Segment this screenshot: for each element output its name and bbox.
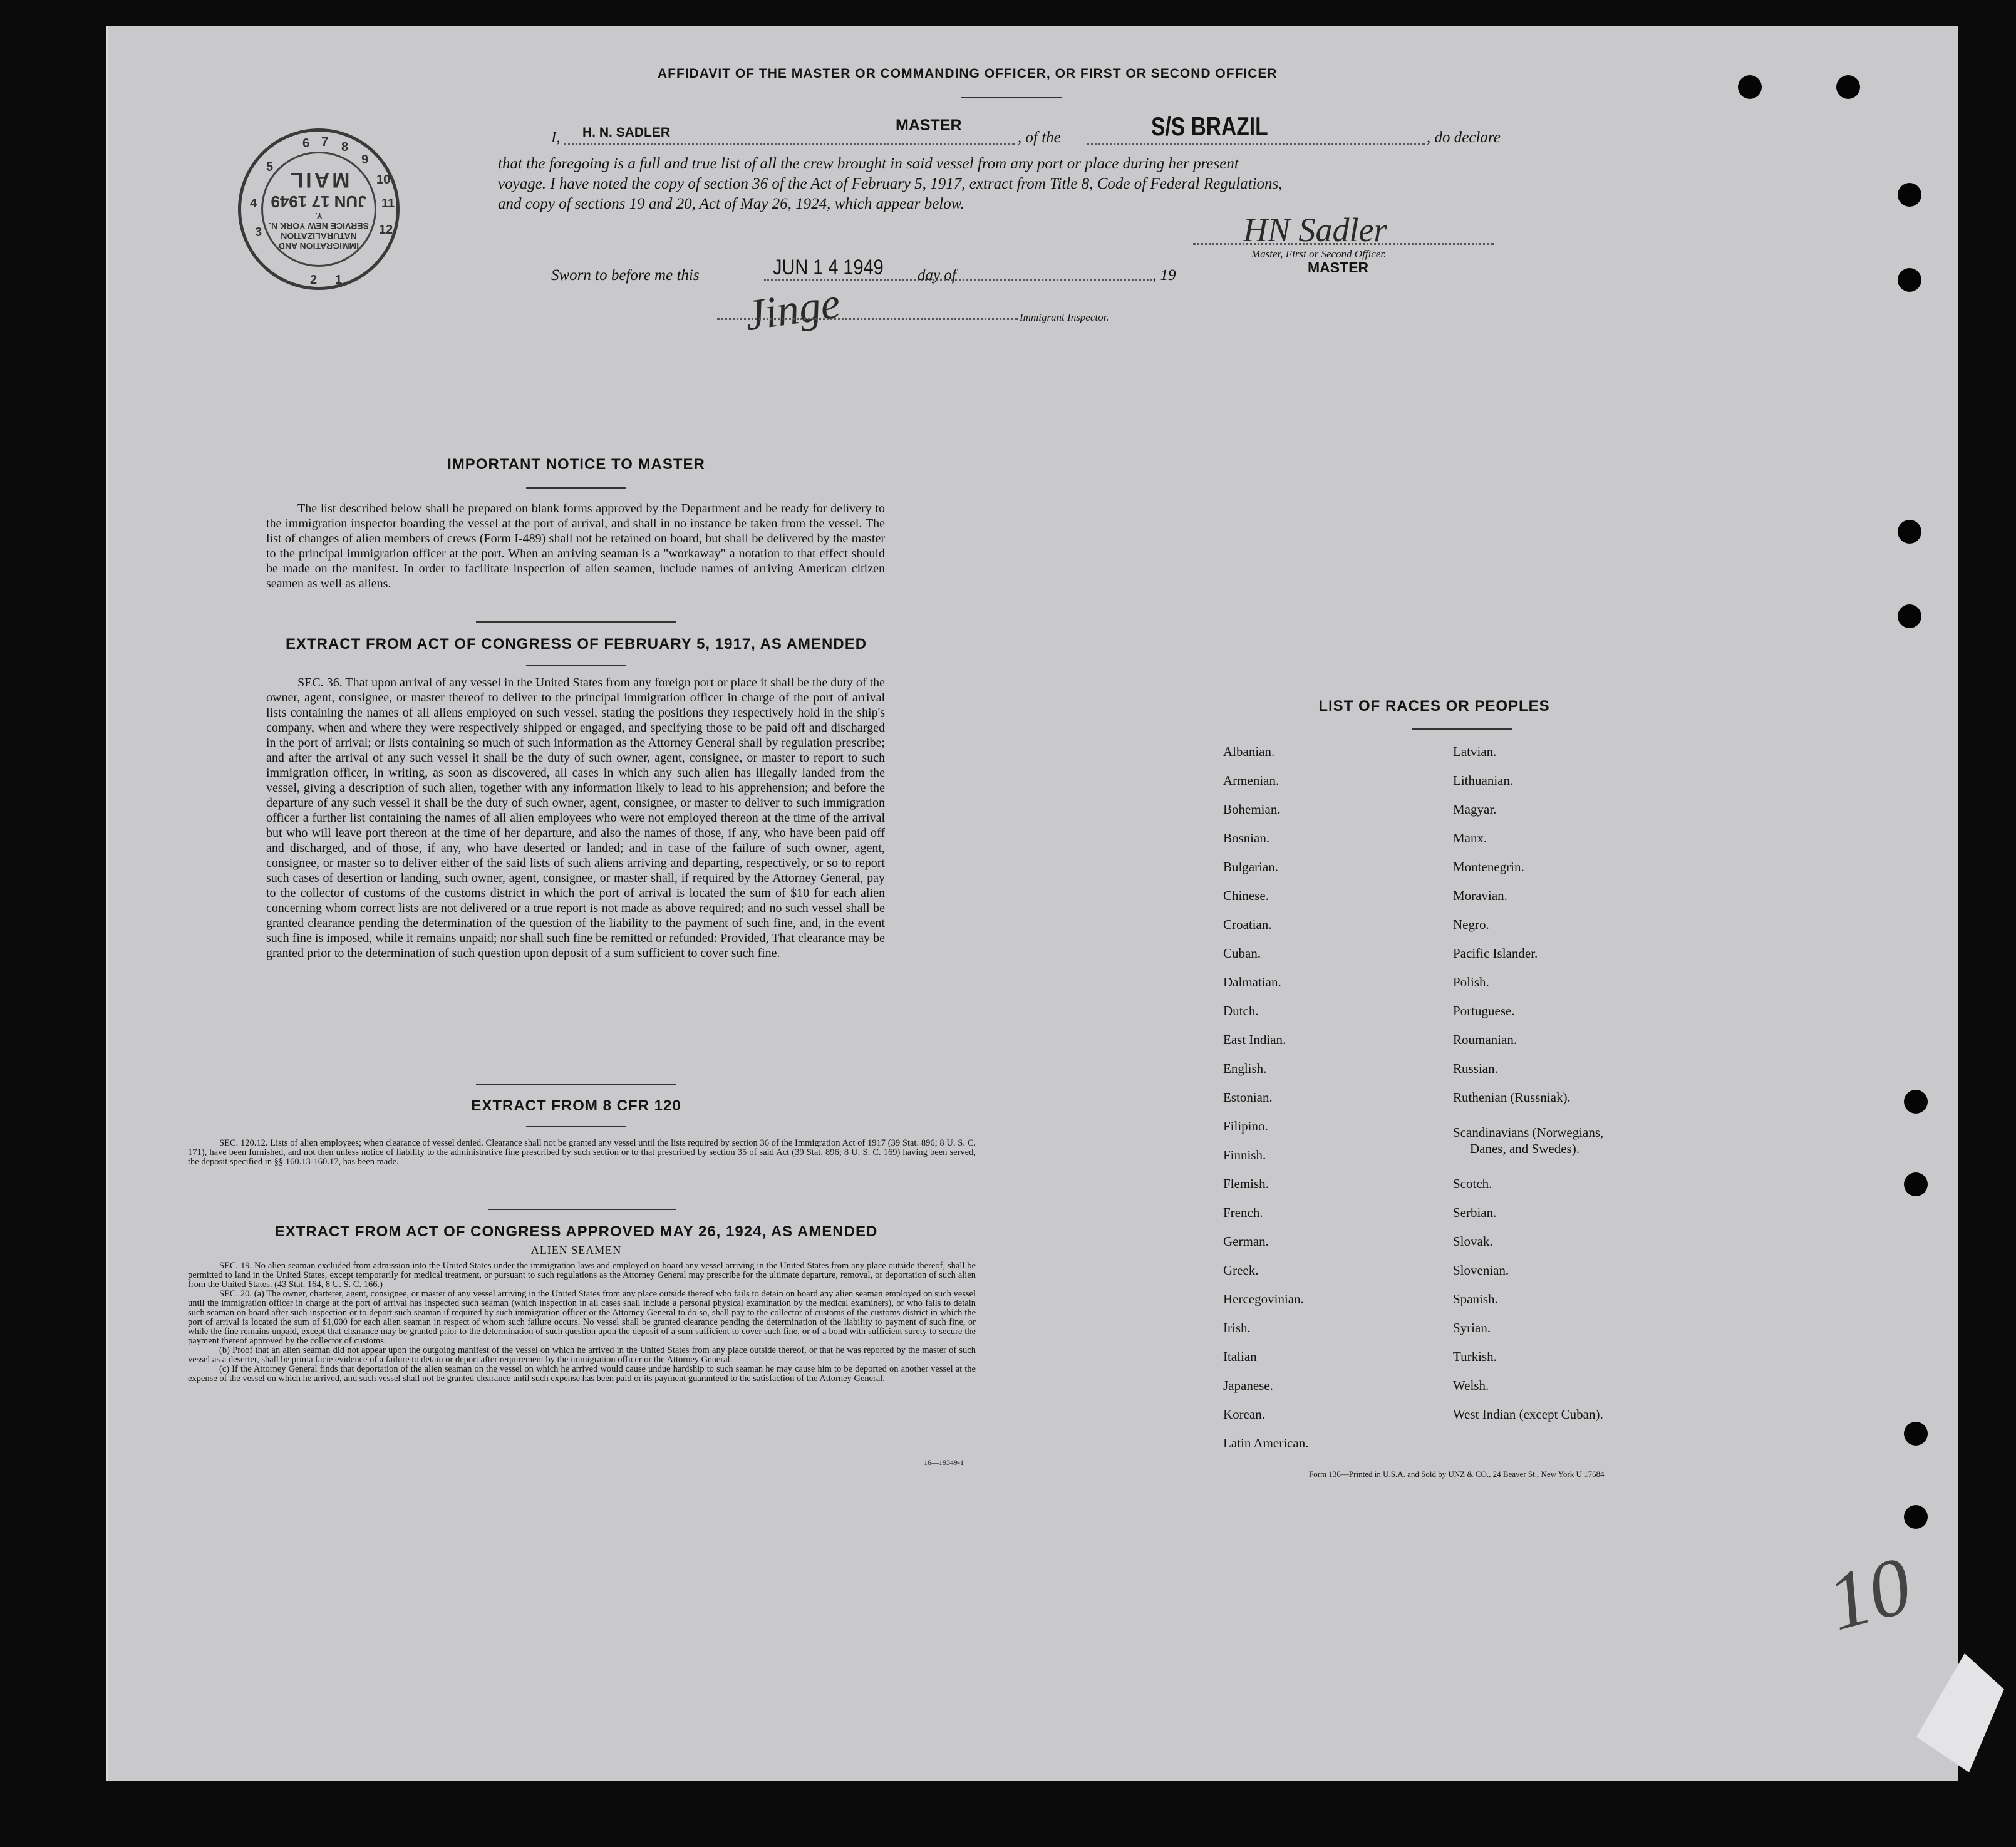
binder-hole-icon xyxy=(1904,1422,1928,1446)
cfr-rule xyxy=(526,1126,626,1127)
immigration-mail-seal xyxy=(238,128,400,290)
name-dotline xyxy=(564,143,1015,145)
seal-inner-ring xyxy=(261,152,376,267)
seal-number: 6 xyxy=(302,137,310,150)
race-item: German. xyxy=(1223,1234,1269,1249)
race-item: Pacific Islander. xyxy=(1453,946,1538,961)
race-item: Greek. xyxy=(1223,1263,1259,1278)
seal-number: 1 xyxy=(335,273,343,287)
race-item: Korean. xyxy=(1223,1407,1266,1422)
seal-number: 2 xyxy=(310,273,318,287)
races-heading: LIST OF RACES OR PEOPLES xyxy=(1318,698,1550,715)
race-item: Albanian. xyxy=(1223,744,1275,759)
race-item: Latvian. xyxy=(1453,744,1497,759)
race-item: Portuguese. xyxy=(1453,1003,1515,1018)
race-item: Danes, and Swedes). xyxy=(1470,1141,1579,1156)
race-item: French. xyxy=(1223,1205,1263,1220)
race-item: Slovak. xyxy=(1453,1234,1493,1249)
section-rule xyxy=(476,1084,676,1085)
section-rule xyxy=(488,1209,676,1210)
act1924-heading: EXTRACT FROM ACT OF CONGRESS APPROVED MAY 26, 1924, AS AMENDED xyxy=(274,1223,878,1240)
declaration-do-declare: , do declare xyxy=(1427,129,1501,146)
race-item: Magyar. xyxy=(1453,802,1497,817)
race-item: Croatian. xyxy=(1223,917,1272,932)
sworn-year: , 19 xyxy=(1152,267,1176,284)
race-item: Hercegovinian. xyxy=(1223,1291,1304,1306)
signer-caption: Master, First or Second Officer. xyxy=(1251,248,1387,260)
races-rule xyxy=(1412,728,1512,730)
act1917-paragraph xyxy=(266,675,885,961)
act1917-heading: EXTRACT FROM ACT OF CONGRESS OF FEBRUARY 5, 1917, AS AMENDED xyxy=(285,636,867,653)
form-code: 16—19349-1 xyxy=(924,1458,964,1467)
rank-stamp: MASTER xyxy=(896,116,962,134)
race-item: Polish. xyxy=(1453,975,1489,990)
race-item: Spanish. xyxy=(1453,1291,1498,1306)
sworn-day-of: day of xyxy=(918,267,956,284)
vessel-dotline xyxy=(1087,143,1425,145)
inspector-dotline xyxy=(717,318,1018,320)
seal-number: 5 xyxy=(266,160,274,174)
notice-text: The list described below shall be prepared on blank forms approved by the Department and be ready for delivery to the immigration inspector boarding the vessel at the port of arrival, and shall in no instance be taken from the vessel. The list of changes of alien members of crews (Form I-489) shall not be retained on board, but shall be delivered by the master to the principal immigration officer at the port. When an arriving seaman is a "workaway" a notation to that effect should be made on the manifest. In order to facilitate inspection of alien seamen, include names of arriving American citizen seamen as well as aliens. xyxy=(266,502,885,591)
binder-hole-icon xyxy=(1904,1505,1928,1529)
inspector-signature: Jinge xyxy=(742,279,844,341)
affidavit-title: AFFIDAVIT OF THE MASTER OR COMMANDING OFFICER, OR FIRST OR SECOND OFFICER xyxy=(658,66,1278,81)
race-item: Finnish. xyxy=(1223,1147,1266,1162)
notice-heading: IMPORTANT NOTICE TO MASTER xyxy=(447,456,705,473)
act1924-sec19: SEC. 19. No alien seaman excluded from admission into the United States under the immigration laws and employed on board any vessel arriving in the United States from any place outside thereof, shall be permitted to land in the United States, except temporarily for medical treatment, or pursuant to such regulations as the Attorney General may prescribe for the ultimate departure, removal, or deportation of such alien from the United States. (43 Stat. 164, 8 U. S. C. 166.) xyxy=(188,1261,976,1290)
seal-number: 12 xyxy=(379,223,393,237)
section-rule xyxy=(476,621,676,623)
race-item: Chinese. xyxy=(1223,888,1269,903)
race-item: Ruthenian (Russniak). xyxy=(1453,1090,1571,1105)
act1924-sec20a: SEC. 20. (a) The owner, charterer, agent, consignee, or master of any vessel arriving in the United States from any place outside thereof who fails to detain on board any alien seaman employed on such vessel until the immigration officer in charge at the port of arrival has inspected such seaman (which inspection in all cases shall include a personal physical examination by the medical examiners), or who fails to detain such seaman on board after such inspection or to deport such seaman if required by such immigration officer or the Attorney General to do so, shall pay to the collector of customs of the customs district in which the port of arrival is located the sum of $1,000 for each alien seaman in respect of whom such failure occurs. No vessel shall be granted clearance pending the determination of the liability to payment of such fine, or while the fine remains unpaid, except that clearance may be granted prior to the determination of such question upon the deposit of a sum sufficient to cover such fine, or of a bond with sufficient surety to secure the payment thereof approved by the collector of customs. xyxy=(188,1289,976,1346)
race-item: English. xyxy=(1223,1061,1267,1076)
seal-agency: IMMIGRATION AND NATURALIZATION SERVICE NEW YORK N. Y. xyxy=(269,211,369,251)
race-item: Dutch. xyxy=(1223,1003,1259,1018)
seal-number: 10 xyxy=(376,173,391,187)
binder-hole-icon xyxy=(1738,75,1762,99)
sworn-date-stamp: JUN 1 4 1949 xyxy=(773,256,884,279)
form-footer-note: Form 136—Printed in U.S.A. and Sold by UNZ & CO., 24 Beaver St., New York U 17684 xyxy=(1309,1469,1605,1479)
race-item: Roumanian. xyxy=(1453,1032,1517,1047)
act1924-subheading: ALIEN SEAMEN xyxy=(530,1244,622,1256)
race-item: Italian xyxy=(1223,1349,1257,1364)
signature-dotline xyxy=(1193,243,1494,245)
declaration-line: voyage. I have noted the copy of section 36 of the Act of February 5, 1917, extract from Title 8, Code of Federal Regulations, xyxy=(498,175,1283,192)
race-item: Slovenian. xyxy=(1453,1263,1509,1278)
sworn-prefix: Sworn to before me this xyxy=(551,267,700,284)
race-item: Russian. xyxy=(1453,1061,1498,1076)
binder-hole-icon xyxy=(1898,604,1921,628)
seal-text xyxy=(263,153,375,265)
handwritten-page-number: 10 xyxy=(1818,1539,1921,1648)
seal-number: 11 xyxy=(381,197,395,210)
race-item: Cuban. xyxy=(1223,946,1261,961)
act1924-paragraph xyxy=(188,1261,976,1384)
race-item: Manx. xyxy=(1453,830,1487,846)
declaration-i: I, xyxy=(551,129,561,146)
binder-hole-icon xyxy=(1898,183,1921,207)
seal-number: 8 xyxy=(341,140,349,154)
race-item: Moravian. xyxy=(1453,888,1507,903)
race-item: Irish. xyxy=(1223,1320,1251,1335)
declaration-line: that the foregoing is a full and true list of all the crew brought in said vessel from any port or place during her present xyxy=(498,155,1239,172)
declaration-line: and copy of sections 19 and 20, Act of May 26, 1924, which appear below. xyxy=(498,195,964,212)
seal-number: 7 xyxy=(321,135,329,149)
seal-number: 9 xyxy=(361,153,369,167)
inspector-caption: Immigrant Inspector. xyxy=(1020,311,1109,323)
race-item: Montenegrin. xyxy=(1453,859,1524,874)
cfr-paragraph xyxy=(188,1139,976,1167)
race-item: Welsh. xyxy=(1453,1378,1489,1393)
officer-name: H. N. SADLER xyxy=(582,125,671,140)
race-item: Bosnian. xyxy=(1223,830,1270,846)
notice-rule xyxy=(526,487,626,489)
cfr-text: SEC. 120.12. Lists of alien employees; when clearance of vessel denied. Clearance shall not be granted any vessel until the lists required by section 36 of the Immigration Act of 1917 (39 Stat. 896; 8 U. S. C. 171), have been furnished, and not then unless notice of liability to the administrative fine prescribed by such section or to that prescribed by section 35 of said Act (39 Stat. 896; 8 U. S. C. 169) having been served, the deposit specified in §§ 160.13-160.17, has been made. xyxy=(188,1138,976,1167)
binder-hole-icon xyxy=(1904,1090,1928,1114)
vessel-name: S/S BRAZIL xyxy=(1151,111,1268,141)
race-item: Negro. xyxy=(1453,917,1489,932)
master-signature: HN Sadler xyxy=(1243,211,1387,249)
race-item: West Indian (except Cuban). xyxy=(1453,1407,1603,1422)
race-item: Estonian. xyxy=(1223,1090,1273,1105)
seal-number: 3 xyxy=(255,225,262,239)
race-item: Bohemian. xyxy=(1223,802,1281,817)
race-item: Flemish. xyxy=(1223,1176,1269,1191)
act1924-sec20c: (c) If the Attorney General finds that deportation of the alien seaman on the vessel on which he arrived would cause undue hardship to such seaman he may cause him to be deported on another vessel at the expense of the vessel on which he arrived, and such vessel shall not be granted clearance until such expense has been paid or its payment guaranteed to the satisfaction of the Attorney General. xyxy=(188,1364,976,1384)
declaration-of-the: , of the xyxy=(1018,129,1061,146)
race-item: Bulgarian. xyxy=(1223,859,1279,874)
race-item: Latin American. xyxy=(1223,1436,1309,1451)
cfr-heading: EXTRACT FROM 8 CFR 120 xyxy=(471,1097,681,1114)
race-item: Turkish. xyxy=(1453,1349,1497,1364)
binder-hole-icon xyxy=(1904,1172,1928,1196)
binder-hole-icon xyxy=(1898,520,1921,544)
act1917-text: SEC. 36. That upon arrival of any vessel in the United States from any foreign port or place it shall be the duty of the owner, agent, consignee, or master thereof to deliver to the principal immigration officer in charge of the port of arrival lists containing the names of all aliens employed on such vessel, stating the positions they respectively hold in the ship's company, when and where they were respectively shipped or engaged, and specifying those to be paid off and discharged in the port of arrival; or lists containing so much of such information as the Attorney General shall by regulation prescribe; and after the arrival of any such vessel it shall be the duty of such owner, agent, consignee, or master to report to such immigration officer, in writing, as soon as discovered, all cases in which any such alien has illegally landed from the vessel, giving a description of such alien, together with any information likely to lead to his apprehension; and before the departure of any such vessel it shall be the duty of such owner, agent, consignee, or master to deliver to such immigration officer a further list containing the names of all alien employees who were not employed thereon at the time of the arrival but who will leave port thereon at the time of her departure, and also the names of those, if any, who have been paid off and discharged, and of those, if any, who have deserted or landed; and in case of the failure of such owner, agent, consignee, or master so to deliver either of the said lists of such aliens arriving and departing, respectively, or so to report such cases of desertion or landing, such owner, agent, consignee, or master shall, if required by the Attorney General, pay to the collector of customs of the customs district in which the port of arrival is located the sum of $10 for each alien concerning whom correct lists are not delivered or a true report is not made as above required; and no such vessel shall be granted clearance pending the determination of the question of the liability to the payment of such fine, and, in the event such fine is imposed, while it remains unpaid; nor shall such fine be remitted or refunded: Provided, That clearance may be granted prior to the determination of such question upon deposit of a sum sufficient to cover such fine. xyxy=(266,676,885,960)
race-item: Serbian. xyxy=(1453,1205,1497,1220)
binder-hole-icon xyxy=(1898,268,1921,292)
notice-paragraph xyxy=(266,501,885,591)
title-rule xyxy=(961,97,1062,98)
race-item: Scandinavians (Norwegians, xyxy=(1453,1125,1604,1140)
race-item: Dalmatian. xyxy=(1223,975,1281,990)
seal-date: JUN 17 1949 xyxy=(271,192,367,211)
race-item: Lithuanian. xyxy=(1453,773,1514,788)
race-item: East Indian. xyxy=(1223,1032,1286,1047)
race-item: Scotch. xyxy=(1453,1176,1492,1191)
race-item: Japanese. xyxy=(1223,1378,1273,1393)
declaration-text xyxy=(498,154,1525,214)
seal-word: MAIL xyxy=(287,168,350,192)
seal-number: 4 xyxy=(250,197,257,210)
race-item: Syrian. xyxy=(1453,1320,1491,1335)
race-item: Armenian. xyxy=(1223,773,1279,788)
act1917-rule xyxy=(526,665,626,666)
act1924-sec20b: (b) Proof that an alien seaman did not appear upon the outgoing manifest of the vessel on which he arrived in the United States from any place outside thereof, or that he was reported by the master of such vessel as a deserter, shall be prima facie evidence of a failure to detain or deport after requirement by the immigration officer or the Attorney General. xyxy=(188,1345,976,1365)
signer-stamp: MASTER xyxy=(1308,259,1369,276)
binder-hole-icon xyxy=(1836,75,1860,99)
race-item: Filipino. xyxy=(1223,1119,1268,1134)
